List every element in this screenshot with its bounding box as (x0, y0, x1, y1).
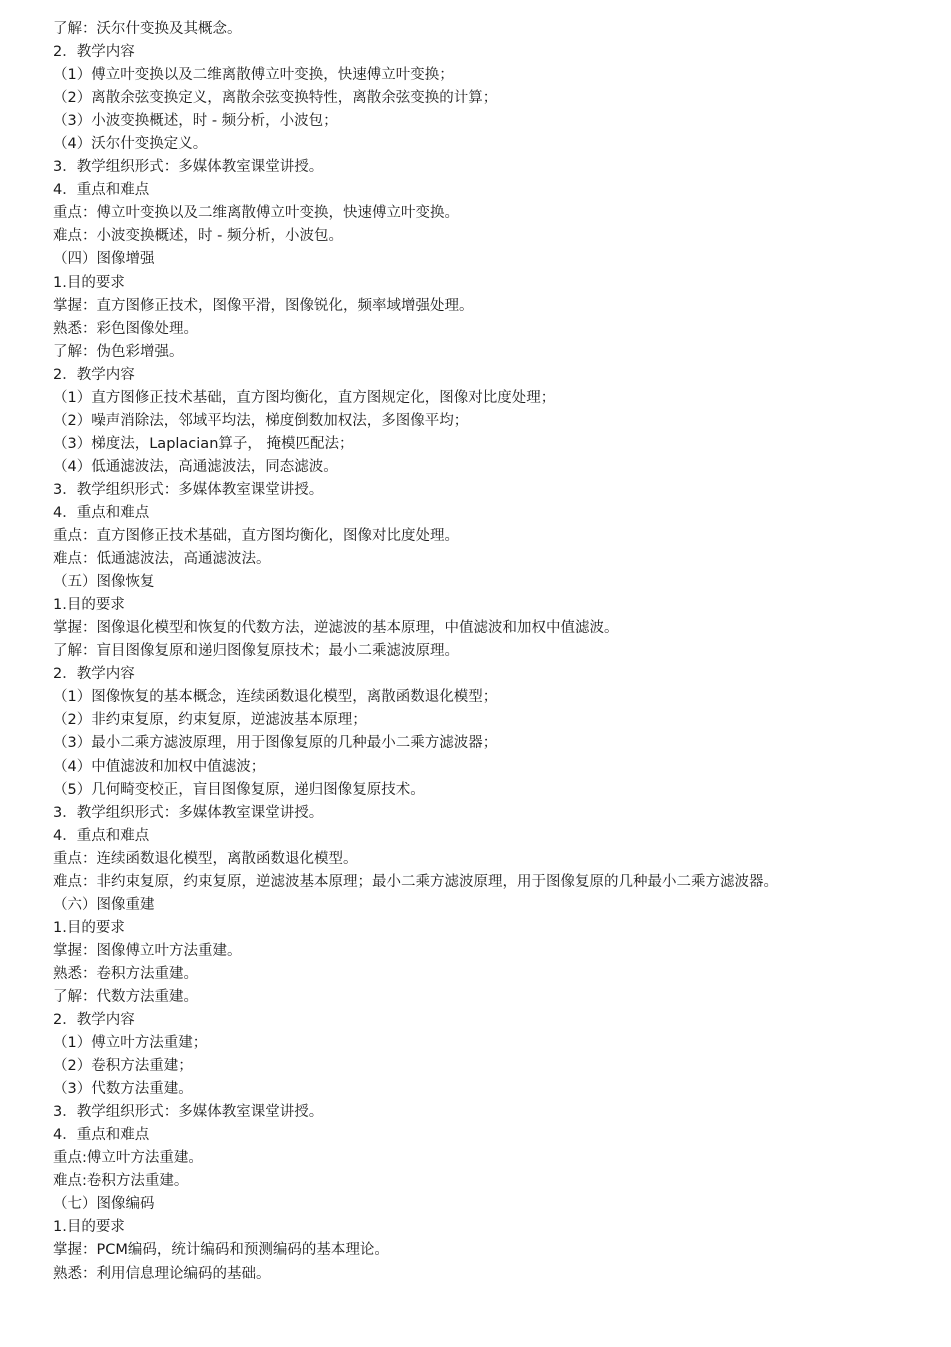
list-item: （2）离散余弦变换定义，离散余弦变换特性，离散余弦变换的计算； (53, 90, 498, 107)
text-line: 难点:卷积方法重建。 (53, 1173, 189, 1190)
text-line: 重点：傅立叶变换以及二维离散傅立叶变换，快速傅立叶变换。 (53, 205, 459, 222)
list-item: （5）几何畸变校正，盲目图像复原，递归图像复原技术。 (53, 781, 425, 798)
list-item: （1）图像恢复的基本概念，连续函数退化模型，离散函数退化模型； (53, 689, 498, 706)
document-body (53, 18, 943, 1286)
section-heading: 4．重点和难点 (53, 827, 150, 844)
text-line: 掌握：图像退化模型和恢复的代数方法，逆滤波的基本原理，中值滤波和加权中值滤波。 (53, 620, 619, 637)
text-line: 3．教学组织形式：多媒体教室课堂讲授。 (53, 1104, 324, 1121)
list-item: （1）直方图修正技术基础，直方图均衡化，直方图规定化，图像对比度处理； (53, 389, 556, 406)
text-line: 掌握：图像傅立叶方法重建。 (53, 942, 242, 959)
text-line: 难点：非约束复原，约束复原，逆滤波基本原理；最小二乘方滤波原理，用于图像复原的几种最小二乘方滤波器。 (53, 873, 778, 890)
text-line: 了解：沃尔什变换及其概念。 (53, 21, 242, 37)
list-item: （4）低通滤波法，高通滤波法，同态滤波。 (53, 458, 338, 475)
list-item: （2）非约束复原，约束复原，逆滤波基本原理； (53, 712, 367, 729)
section-heading: 1.目的要求 (53, 1219, 125, 1236)
text-line: 掌握：直方图修正技术，图像平滑，图像锐化，频率域增强处理。 (53, 297, 474, 314)
section-heading: 1.目的要求 (53, 597, 125, 614)
text-line: 熟悉：利用信息理论编码的基础。 (53, 1265, 271, 1282)
list-item: （4）中值滤波和加权中值滤波； (53, 758, 266, 775)
text-line: 3．教学组织形式：多媒体教室课堂讲授。 (53, 159, 324, 176)
list-item: （3）小波变换概述，时 - 频分析，小波包； (53, 113, 338, 130)
section-heading: 2．教学内容 (53, 666, 135, 683)
text-line: 难点：低通滤波法，高通滤波法。 (53, 551, 271, 568)
list-item: （3）最小二乘方滤波原理，用于图像复原的几种最小二乘方滤波器； (53, 735, 498, 752)
list-item: （2）卷积方法重建； (53, 1058, 193, 1075)
list-item: （4）沃尔什变换定义。 (53, 136, 208, 153)
text-line: 重点：直方图修正技术基础，直方图均衡化，图像对比度处理。 (53, 528, 459, 545)
section-heading: 4．重点和难点 (53, 504, 150, 521)
text-line: 了解：伪色彩增强。 (53, 343, 184, 360)
text-line: 难点：小波变换概述，时 - 频分析，小波包。 (53, 228, 343, 245)
section-heading: 1.目的要求 (53, 919, 125, 936)
section-heading: 4．重点和难点 (53, 182, 150, 199)
section-heading: 1.目的要求 (53, 274, 125, 291)
text-line: 3．教学组织形式：多媒体教室课堂讲授。 (53, 804, 324, 821)
text-line: 熟悉：彩色图像处理。 (53, 320, 198, 337)
section-heading: 4．重点和难点 (53, 1127, 150, 1144)
chapter-heading: （七）图像编码 (53, 1196, 155, 1213)
section-heading: 2．教学内容 (53, 1012, 135, 1029)
list-item: （1）傅立叶方法重建； (53, 1035, 208, 1052)
list-item: （2）噪声消除法，邻域平均法，梯度倒数加权法，多图像平均； (53, 412, 469, 429)
chapter-heading: （五）图像恢复 (53, 574, 155, 591)
chapter-heading: （四）图像增强 (53, 251, 155, 268)
text-line: 了解：代数方法重建。 (53, 988, 198, 1005)
list-item: （3）代数方法重建。 (53, 1081, 193, 1098)
list-item: （3）梯度法，Laplacian算子， 掩模匹配法； (53, 435, 354, 452)
text-line: 重点：连续函数退化模型，离散函数退化模型。 (53, 850, 358, 867)
section-heading: 2．教学内容 (53, 366, 135, 383)
text-line: 熟悉：卷积方法重建。 (53, 965, 198, 982)
section-heading: 2．教学内容 (53, 44, 135, 61)
chapter-heading: （六）图像重建 (53, 896, 155, 913)
text-line: 掌握：PCM编码，统计编码和预测编码的基本理论。 (53, 1242, 389, 1259)
text-line: 重点:傅立叶方法重建。 (53, 1150, 203, 1167)
list-item: （1）傅立叶变换以及二维离散傅立叶变换，快速傅立叶变换； (53, 67, 454, 84)
text-line: 3．教学组织形式：多媒体教室课堂讲授。 (53, 481, 324, 498)
text-line: 了解：盲目图像复原和递归图像复原技术；最小二乘滤波原理。 (53, 643, 459, 660)
